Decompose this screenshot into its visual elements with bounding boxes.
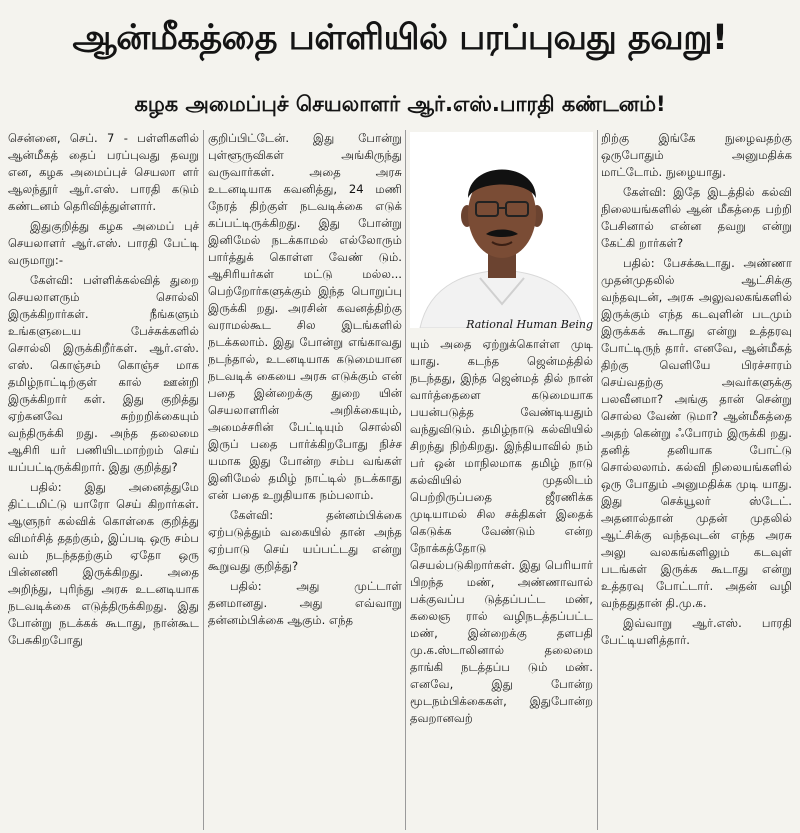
paragraph: இதுகுறித்து கழக அமைப் புச் செயலாளர் ஆர்.எஸ். பாரதி பேட்டி வருமாறு:- xyxy=(8,219,199,267)
paragraph: கேள்வி: இதே இடத்தில் கல்வி நிலையங்களில் ஆன் மீகத்தை பற்றி பேசினால் என்ன தவறு என்று கேட்கி றார்கள்? xyxy=(601,185,792,250)
subheadline: கழக அமைப்புச் செயலாளர் ஆர்.எஸ்.பாரதி கண்டனம்! xyxy=(134,92,666,116)
paragraph: இவ்வாறு ஆர்.எஸ். பாரதி பேட்டியளித்தார். xyxy=(601,616,792,647)
column-divider xyxy=(203,130,204,830)
paragraph: கேள்வி: பள்ளிக்கல்வித் துறை செயலாளரும் சொல்லி இருக்கிறார்கள். நீங்களும் உங்களுடைய பேச்சுக்களில் சொல்லி இருக்கிறீர்கள். ஆர்.எஸ். எஸ். கொஞ்சம் கொஞ்ச மாக தமிழ்நாட்டிற்குள் கால் ஊன்றி இருக்கிறார் கள். இது குறித்து ஏற்கனவே சுற்றறிக்கையும் வந்திருக்கி றது. அந்த தலைமை ஆசிரி யர் பணியிடமாற்றம் செய் யப்பட்டிருக்கிறார். இது குறித்து? xyxy=(8,273,199,474)
paragraph: றிற்கு இங்கே நுழைவதற்கு ஒருபோதும் அனுமதிக்க மாட்டோம். நுழையாது. xyxy=(601,131,792,179)
article-column-3 xyxy=(410,336,593,830)
person-portrait-icon xyxy=(410,132,593,328)
paragraph: கேள்வி: தன்னம்பிக்கை ஏற்படுத்தும் வகையில் தான் அந்த ஏற்பாடு செய் யப்பட்டது என்று கூறுவது குறித்து? xyxy=(208,508,402,573)
column-divider xyxy=(597,130,598,830)
article-column-1 xyxy=(8,130,199,830)
headline: ஆன்மீகத்தை பள்ளியில் பரப்புவது தவறு! xyxy=(72,18,728,58)
paragraph: பதில்: இது அனைத்துமே திட்டமிட்டு யாரோ செய் கிறார்கள். ஆளுநர் கல்விக் கொள்கை குறித்து விமர்சித் ததற்கும், இப்படி ஒரு சம்ப வம் நடந்ததற்கும் ஏதோ ஒரு பின்னணி இருக்கிறது. அதை அறிந்து, புரிந்து அரசு உடனடியாக நடவடிக்கை எடுத்திருக்கிறது. இது போன்று நடக்கக் கூடாது, நான்கூட பேசுகிறபோது xyxy=(8,480,199,647)
paragraph: யும் அதை ஏற்றுக்கொள்ள முடி யாது. கடந்த ஜென்மத்தில் நடந்தது, இந்த ஜென்மத் தில் நான் வார்த்தைளை கடுமையாக பயன்படுத்த வேண்டியதும் வந்துவிடும். தமிழ்நாடு கல்வியில் சிறந்து நிற்கிறது. இந்தியாவில் நம் பர் ஒன் மாநிலமாக தமிழ் நாடு கல்வியில் முதலிடம் பெற்றிருப்பதை ஜீரணிக்க முடியாமல் சில சக்திகள் இதைக் கெடுக்க வேண்டும் என்ற நோக்கத்தோடு செயல்படுகிறார்கள். இது பெரியார் பிறந்த மண், அண்ணாவால் பக்குவப்ப டுத்தப்பட்ட மண், கலைஞ ரால் வழிநடத்தப்பட்ட மண், இன்றைக்கு தளபதி மு.க.ஸ்டாலினால் தலைமை தாங்கி நடத்தப்ப டும் மண். எனவே, இது போன்ற மூடநம்பிக்கைகள், இதுபோன்ற தவறானவற் xyxy=(410,337,593,725)
paragraph: குறிப்பிட்டேன். இது போன்று புள்ளூருவிகள் அங்கிருந்து வருவார்கள். அதை அரசு உடனடியாக கவனித்து, 24 மணி நேரத் திற்குள் நடவடிக்கை எடுக் கப்பட்டிருக்கிறது. இது போன்று இனிமேல் நடக்காமல் எல்லோரும் பார்த்துக் கொள்ள வேண் டும். ஆசிரியர்கள் மட்டு மல்ல... பெற்றோர்களுக்கும் இந்த பொறுப்பு இருக்கி றது. அரசின் கவனத்திற்கு வராமல்கூட சில இடங்களில் நடக்கலாம். இது போன்று எங்காவது நடந்தால், உடனடியாக கடுமையான நடவடிக் கையை அரசு எடுக்கும் என் பதை இன்றைக்கு துறை யின் செயலாளரின் அறிக்கையும், அமைச்சரின் பேட்டியும் சொல்லி இருப் பதை பார்க்கிறபோது நிச்ச யமாக இது போன்ற சம்ப வங்கள் இனிமேல் தமிழ் நாட்டில் நடக்காது என் பதை உறுதியாக நம்பலாம். xyxy=(208,131,402,502)
portrait-photo xyxy=(410,132,593,328)
paragraph: சென்னை, செப். 7 - பள்ளிகளில் ஆன்மீகத் தைப் பரப்புவது தவறு என, கழக அமைப்புச் செயலா ளர் ஆலந்தூர் ஆர்.எஸ். பாரதி கடும் கண்டனம் தெரிவித்துள்ளார். xyxy=(8,131,199,213)
article-column-2 xyxy=(208,130,402,830)
photo-caption: Rational Human Being xyxy=(466,318,593,331)
article-column-4 xyxy=(601,130,792,830)
paragraph: பதில்: அது முட்டாள் தனமானது. அது எவ்வாறு தன்னம்பிக்கை ஆகும். எந்த xyxy=(208,579,402,627)
paragraph: பதில்: பேசக்கூடாது. அண்ணா முதன்முதலில் ஆட்சிக்கு வந்தவுடன், அரசு அலுவலகங்களில் இருக்கும் எந்த கடவுளின் படமும் இருக்கக் கூடாது என்று உத்தரவு போட்டிருந் தார். எனவே, ஆன்மீகத் திற்கு வெளியே பிரச்சாரம் செய்வதற்கு அவர்களுக்கு பலவீனமா? அங்கு தான் சென்று சொல்ல வேண் டுமா? ஆன்மீகத்தை அதற் கென்று ஃபோரம் இருக்கி றது. தனித் தனியாக போட்டு சொல்லலாம். கல்வி நிலையங்களில் ஒரு போதும் அனுமதிக்க முடி யாது. இது செக்யூலர் ஸ்டேட். அதனால்தான் முதன் முதலில் ஆட்சிக்கு வந்தவுடன் எந்த அரசு அலு வலகங்களிலும் கடவுள் படங்கள் இருக்க கூடாது என்று உத்தரவு போட்டார். அதன் வழி வந்ததுதான் தி.மு.க. xyxy=(601,256,792,610)
column-divider xyxy=(405,130,406,830)
